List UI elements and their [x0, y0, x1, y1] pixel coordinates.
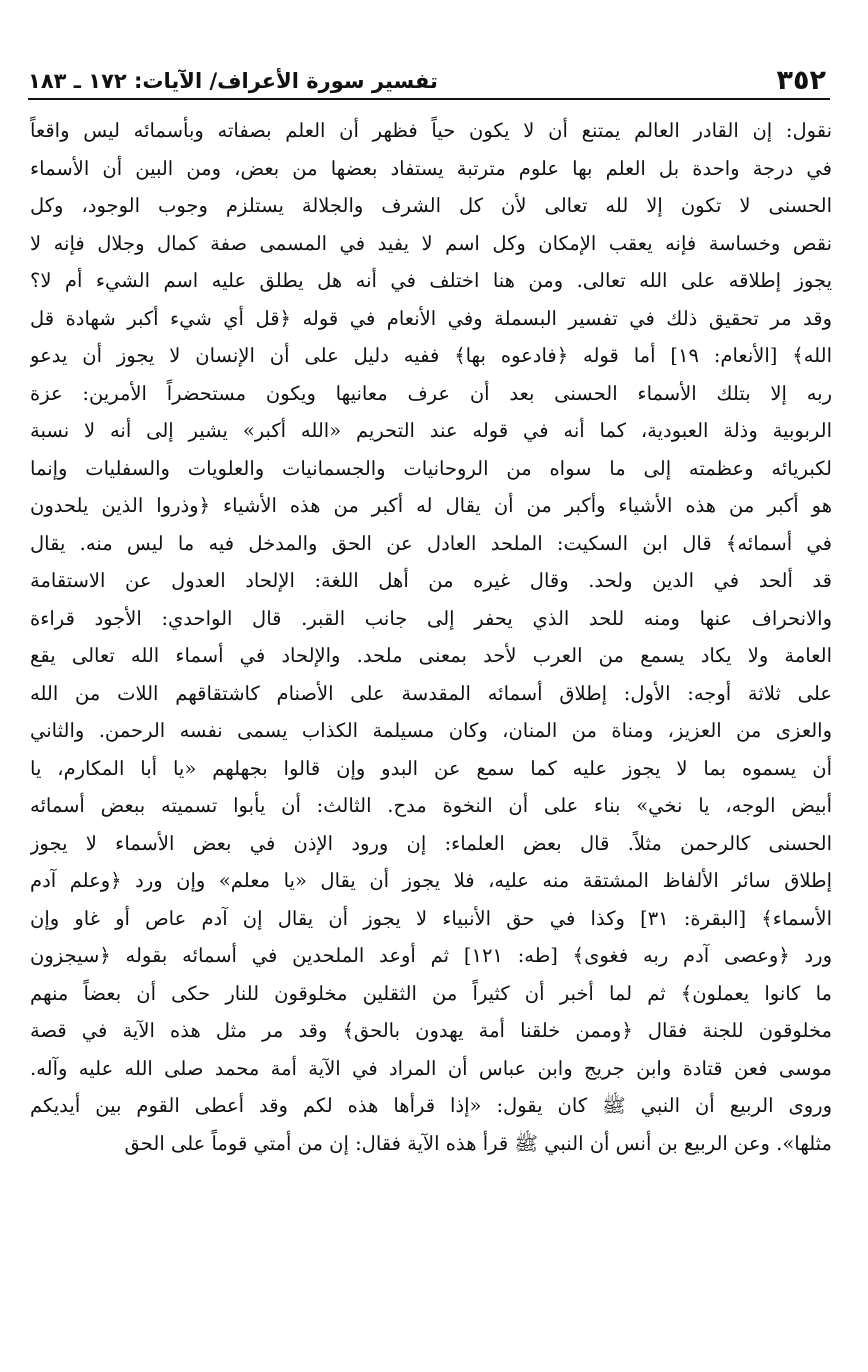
- text-line: نقول: إن القادر العالم يمتنع أن لا يكون حياً فظهر أن العلم بصفاته وبأسمائه ليس واقعاً: [30, 119, 832, 142]
- text-line: أن يسموه بما لا يجوز عليه كما سمع عن البدو وإن قالوا بجهلهم «يا أبا المكارم، يا: [30, 756, 832, 780]
- text-line: والانحراف عنها ومنه للحد الذي يحفر إلى جانب القبر. قال الواحدي: الأجود قراءة: [30, 606, 832, 630]
- text-line: يجوز إطلاقه على الله تعالى. ومن هنا اختلف في أنه هل يطلق عليه اسم الشيء أم لا؟: [30, 269, 832, 292]
- text-line: إطلاق سائر الألفاظ المشتقة منه عليه، فلا يجوز أن يقال «يا معلم» وإن ورد ﴿وعلم آدم: [30, 869, 832, 892]
- text-line: ورد ﴿وعصى آدم ربه فغوى﴾ [طه: ١٢١] ثم أوعد الملحدين في أسمائه بقوله ﴿سيجزون: [30, 944, 832, 967]
- text-line: الأسماء﴾ [البقرة: ٣١] وكذا في حق الأنبياء لا يجوز أن يقال إن آدم عاص أو غاو وإن: [30, 906, 832, 930]
- text-line: مثلها». وعن الربيع بن أنس أن النبي ﷺ قرأ هذه الآية فقال: إن من أمتي قوماً على الحق: [124, 1131, 832, 1155]
- text-line: على ثلاثة أوجه: الأول: إطلاق أسمائه المقدسة على الأصنام كاشتقاقهم اللات من الله: [30, 681, 832, 705]
- text-line: هو أكبر من هذه الأشياء وأكبر من أن يقال له أكبر من هذه الأشياء ﴿وذروا الذين يلحدون: [30, 494, 832, 517]
- text-line: وروى الربيع أن النبي ﷺ كان يقول: «إذا قرأها هذه لكم وقد أعطى القوم بين أيديكم: [30, 1094, 832, 1117]
- text-line: موسى فعن قتادة وابن جريج وابن عباس أن المراد في الآية أمة محمد صلى الله عليه وآله.: [30, 1056, 832, 1080]
- header-title: تفسير سورة الأعراف/ الآيات: ١٧٢ ـ ١٨٣: [28, 69, 438, 93]
- running-header: [28, 58, 830, 100]
- text-line: قد ألحد في الدين ولحد. وقال غيره من أهل اللغة: الإلحاد العدول عن الاستقامة: [30, 569, 832, 592]
- text-line: الله﴾ [الأنعام: ١٩] أما قوله ﴿فادعوه بها﴾ ففيه دليل على أن الإنسان لا يجوز أن يدعو: [30, 344, 832, 367]
- text-line: والعزى من العزيز، ومناة من المنان، وكان مسيلمة الكذاب يسمى نفسه الرحمن. والثاني: [30, 719, 832, 742]
- text-line: وقد مر تحقيق ذلك في تفسير البسملة وفي الأنعام في قوله ﴿قل أي شيء أكبر شهادة قل: [30, 306, 832, 330]
- page-number: ٣٥٢: [776, 65, 826, 96]
- body-text: [30, 112, 832, 1162]
- text-line: نقص وخساسة فإنه يعقب الإمكان وكل اسم لا يفيد في المسمى صفة كمال وجلال فإنه لا: [30, 231, 832, 255]
- text-line: أبيض الوجه، يا نخي» بناء على أن النخوة مدح. الثالث: أن يأبوا تسميته ببعض أسمائه: [30, 794, 832, 817]
- text-line: في درجة واحدة بل العلم بها علوم مترتبة يستفاد بعضها من بعض، ومن البين أن الأسماء: [30, 156, 832, 180]
- text-line: الحسنى كالرحمن مثلاً. قال بعض العلماء: إن ورود الإذن في بعض الأسماء لا يجوز: [30, 831, 832, 855]
- text-line: الحسنى لا تكون إلا لله تعالى لأن كل الشرف والجلالة يستلزم وجوب الوجود، وكل: [30, 194, 832, 217]
- text-line: مخلوقون للجنة فقال ﴿وممن خلقنا أمة يهدون بالحق﴾ وقد مر مثل هذه الآية في قصة: [30, 1019, 832, 1042]
- text-line: في أسمائه﴾ قال ابن السكيت: الملحد العادل عن الحق والمدخل فيه ما ليس منه. يقال: [30, 531, 832, 555]
- text-line: العامة ولا يكاد يسمع من العرب لأحد بمعنى ملحد. والإلحاد في أسماء الله تعالى يقع: [30, 644, 832, 667]
- text-line: لكبريائه وعظمته إلى ما سواه من الروحانيات والجسمانيات والعلويات والسفليات وإنما: [30, 456, 832, 480]
- text-line: ربه إلا بتلك الأسماء الحسنى بعد أن عرف معانيها ويكون مستحضراً الأمرين: عزة: [30, 381, 832, 405]
- text-line: ما كانوا يعملون﴾ ثم لما أخبر أن كثيراً من الثقلين مخلوقون للنار حكى أن بعضاً منهم: [30, 981, 832, 1005]
- text-line: الربوبية وذلة العبودية، كما أنه في قوله عند التحريم «الله أكبر» يشير إلى أنه لا نسبة: [30, 419, 832, 442]
